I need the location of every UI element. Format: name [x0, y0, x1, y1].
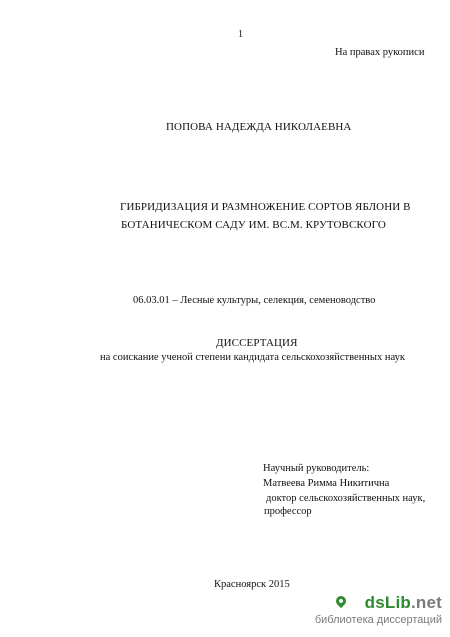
specialty-code: 06.03.01 – Лесные культуры, селекция, семеноводство: [133, 295, 376, 306]
rights-notice: На правах рукописи: [335, 47, 425, 58]
location-pin-icon: [334, 594, 348, 608]
page-number: 1: [238, 29, 243, 40]
watermark-brand-main: dsLib: [364, 593, 411, 612]
watermark-logo: [292, 593, 442, 633]
supervisor-label: Научный руководитель:: [263, 463, 370, 474]
degree-sought: на соискание ученой степени кандидата сельскохозяйственных наук: [100, 352, 405, 363]
supervisor-name: Матвеева Римма Никитична: [263, 478, 390, 489]
supervisor-degree: доктор сельскохозяйственных наук,: [266, 493, 426, 504]
watermark-brand-tld: .net: [410, 593, 442, 612]
watermark-brand: [365, 593, 442, 613]
city-year: Красноярск 2015: [214, 579, 290, 590]
watermark-subtitle: библиотека диссертаций: [314, 614, 442, 626]
supervisor-title: профессор: [264, 506, 312, 517]
thesis-title-line-1: ГИБРИДИЗАЦИЯ И РАЗМНОЖЕНИЕ СОРТОВ ЯБЛОНИ В: [120, 201, 411, 213]
author-name: ПОПОВА НАДЕЖДА НИКОЛАЕВНА: [166, 121, 352, 133]
document-type: ДИССЕРТАЦИЯ: [216, 337, 298, 349]
thesis-title-line-2: БОТАНИЧЕСКОМ САДУ ИМ. ВС.М. КРУТОВСКОГО: [121, 219, 386, 231]
